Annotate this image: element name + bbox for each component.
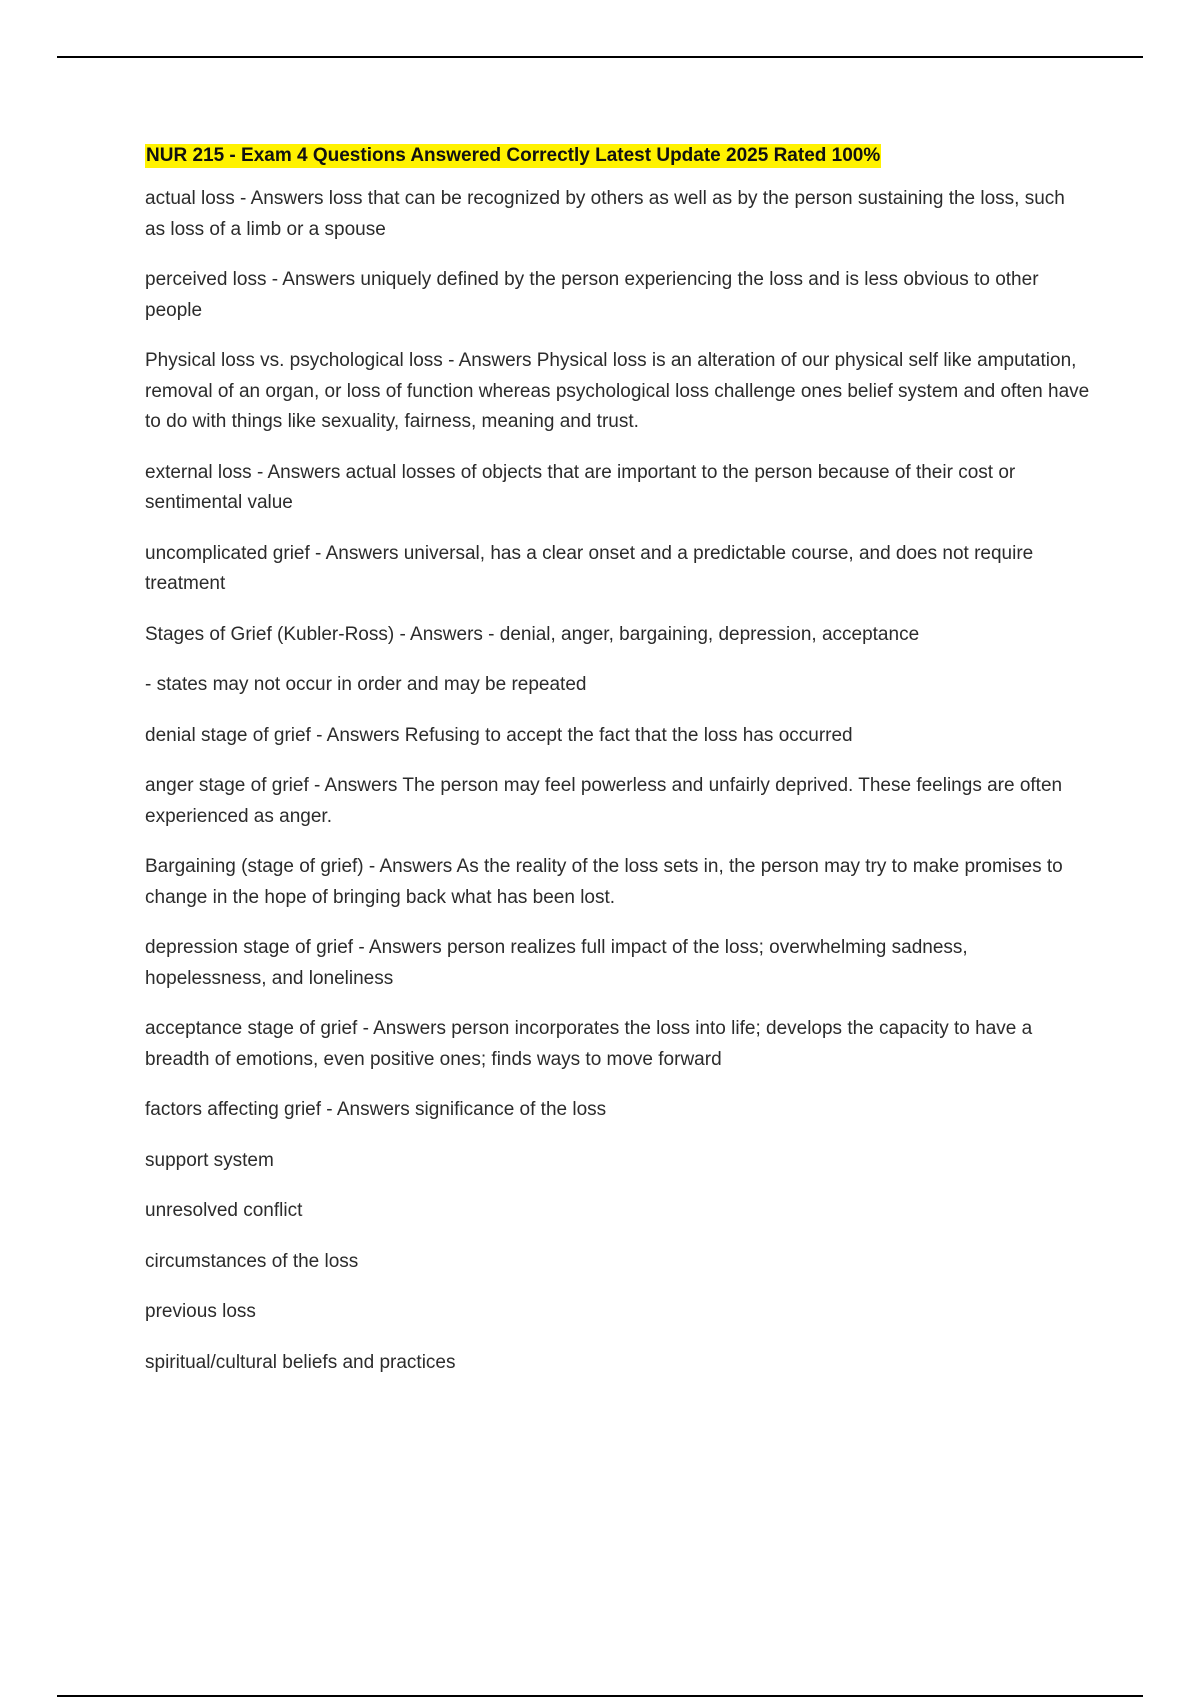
header-rule — [57, 56, 1143, 58]
document-title: NUR 215 - Exam 4 Questions Answered Correctly Latest Update 2025 Rated 100% — [146, 145, 881, 166]
paragraph-unresolved-conflict: unresolved conflict — [145, 1200, 303, 1221]
paragraph-stages-of-grief: Stages of Grief (Kubler-Ross) - Answers - denial, anger, bargaining, depression, acceptance — [145, 623, 920, 645]
paragraph-physical-vs-psychological-loss: Physical loss vs. psychological loss - Answers Physical loss is an alteration of our physical self like amputation, removal of an organ, or loss of function whereas psychological loss challenge ones belief system and often have to do with things like sexuality, fairness, meaning and trust. — [145, 350, 1090, 432]
paragraph-support-system: support system — [145, 1149, 274, 1171]
paragraph-depression-stage: depression stage of grief - Answers person realizes full impact of the loss; overwhelming sadness, hopelessness, and loneliness — [145, 937, 968, 989]
document-body — [145, 144, 1090, 1398]
paragraph-factors-affecting-grief: factors affecting grief - Answers significance of the loss — [145, 1099, 607, 1120]
paragraph-anger-stage: anger stage of grief - Answers The person may feel powerless and unfairly deprived. These feelings are often experienced as anger. — [145, 775, 1063, 827]
paragraph-external-loss: external loss - Answers actual losses of objects that are important to the person because of their cost or sentimental value — [145, 461, 1016, 513]
document-title-wrapper — [145, 144, 1090, 184]
paragraph-uncomplicated-grief: uncomplicated grief - Answers universal, has a clear onset and a predictable course, and does not require treatment — [145, 542, 1034, 594]
footer-rule — [57, 1695, 1143, 1697]
paragraph-spiritual-cultural-beliefs: spiritual/cultural beliefs and practices — [145, 1351, 456, 1373]
paragraph-acceptance-stage: acceptance stage of grief - Answers person incorporates the loss into life; develops the capacity to have a breadth of emotions, even positive ones; finds ways to move forward — [145, 1018, 1033, 1070]
paragraph-perceived-loss: perceived loss - Answers uniquely defined by the person experiencing the loss and is less obvious to other people — [145, 269, 1039, 321]
paragraph-stages-note: - states may not occur in order and may be repeated — [145, 674, 587, 695]
paragraph-denial-stage: denial stage of grief - Answers Refusing to accept the fact that the loss has occurred — [145, 724, 853, 746]
paragraph-actual-loss: actual loss - Answers loss that can be recognized by others as well as by the person sustaining the loss, such as loss of a limb or a spouse — [145, 188, 1065, 240]
paragraph-previous-loss: previous loss — [145, 1301, 256, 1322]
paragraph-bargaining-stage: Bargaining (stage of grief) - Answers As the reality of the loss sets in, the person may try to make promises to change in the hope of bringing back what has been lost. — [145, 856, 1063, 908]
paragraph-circumstances-of-loss: circumstances of the loss — [145, 1250, 359, 1272]
